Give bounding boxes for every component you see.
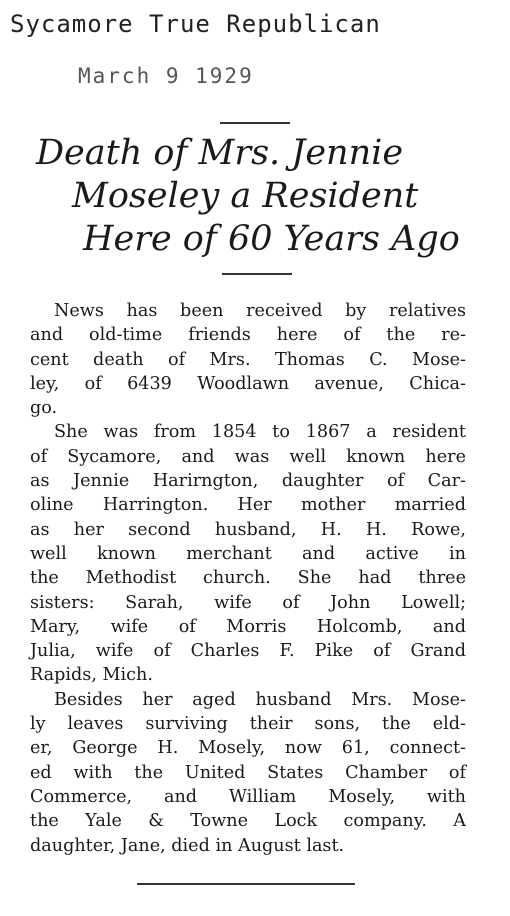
text-line: as Jennie Harirngton, daughter of Car- [30,471,466,492]
text-line: as her second husband, H. H. Rowe, [30,519,466,540]
text-line: ed with the United States Chamber of [30,762,466,783]
text-line: Commerce, and William Mosely, with [30,786,466,807]
text-line: the Methodist church. She had three [30,568,466,589]
text-line: cent death of Mrs. Thomas C. Mose- [30,349,466,370]
article-paragraph [30,420,466,687]
publication-date: March 9 1929 [78,64,254,88]
text-line: News has been received by relatives [54,301,466,321]
text-line: Besides her aged husband Mrs. Mose- [54,689,466,710]
article-paragraph [30,688,466,858]
article-body [30,299,466,858]
text-line: ley, of 6439 Woodlawn avenue, Chica- [30,373,466,394]
headline-divider-rule [222,273,292,275]
text-line: Mary, wife of Morris Holcomb, and [30,616,466,637]
text-line: and old-time friends here of the re- [30,325,466,346]
text-line: Julia, wife of Charles F. Pike of Grand [30,641,466,662]
text-line: go. [30,398,58,419]
text-line: the Yale & Towne Lock company. A [30,811,466,832]
text-line: of Sycamore, and was well known here [30,446,466,467]
text-line: well known merchant and active in [30,543,466,564]
headline-line: Moseley a Resident [72,176,419,216]
headline-line: Death of Mrs. Jennie [36,133,404,173]
headline-line: Here of 60 Years Ago [83,219,460,259]
text-line: oline Harrington. Her mother married [30,495,466,516]
text-line: ly leaves surviving their sons, the eld- [30,714,466,735]
bottom-divider-rule [137,883,355,885]
text-line: er, George H. Mosely, now 61, connect- [30,738,466,759]
article-headline [0,132,510,261]
text-line: daughter, Jane, died in August last. [30,835,345,856]
text-line: Rapids, Mich. [30,665,153,686]
text-line: She was from 1854 to 1867 a resident [54,422,466,443]
text-line: sisters: Sarah, wife of John Lowell; [30,592,466,613]
newspaper-name: Sycamore True Republican [10,10,381,38]
top-divider-rule [220,122,290,124]
article-paragraph [30,299,466,420]
